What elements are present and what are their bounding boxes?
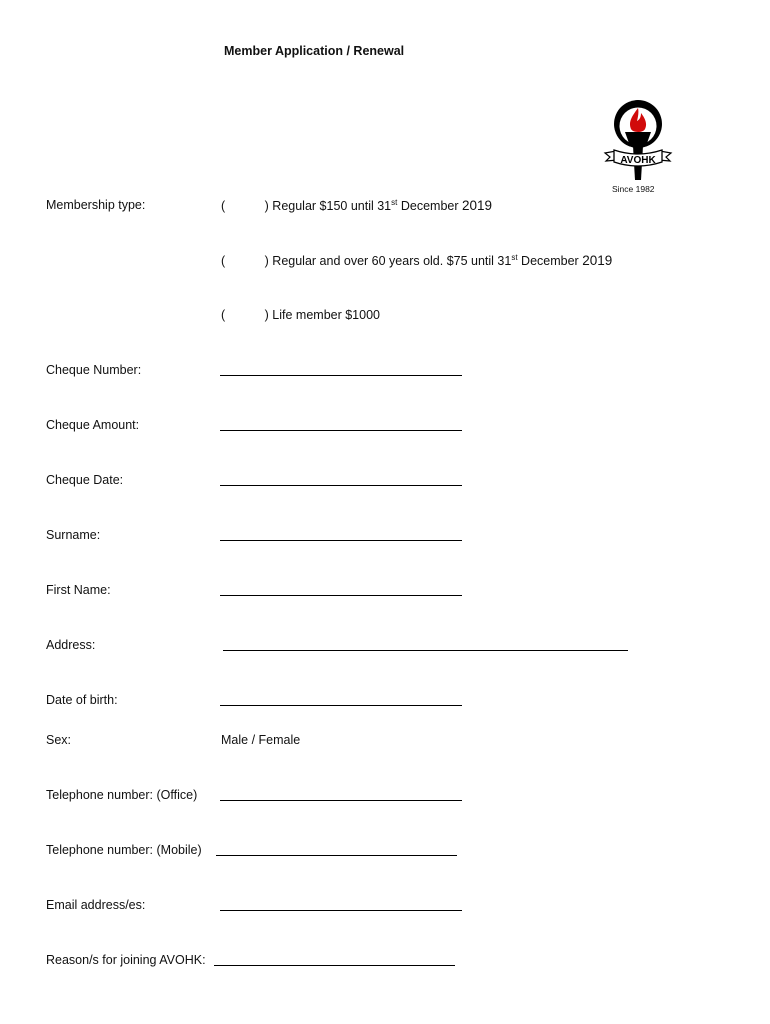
cheque-number-label: Cheque Number: [46, 363, 142, 377]
tel-mobile-field[interactable] [216, 855, 457, 856]
page-title: Member Application / Renewal [224, 44, 405, 58]
tel-office-label: Telephone number: (Office) [46, 788, 198, 802]
membership-option-life[interactable]: ( ) Life member $1000 [221, 308, 380, 322]
membership-type-label: Membership type: [46, 198, 146, 212]
surname-label: Surname: [46, 528, 101, 542]
first-name-label: First Name: [46, 583, 111, 597]
cheque-date-field[interactable] [220, 485, 462, 486]
cheque-amount-field[interactable] [220, 430, 462, 431]
email-label: Email address/es: [46, 898, 146, 912]
logo-text: AVOHK [620, 155, 656, 166]
dob-label: Date of birth: [46, 693, 118, 707]
membership-option-over-60[interactable]: ( ) Regular and over 60 years old. $75 until 31st December 2019 [221, 253, 613, 268]
surname-field[interactable] [220, 540, 462, 541]
reason-label: Reason/s for joining AVOHK: [46, 953, 206, 967]
address-label: Address: [46, 638, 96, 652]
address-field[interactable] [223, 650, 628, 651]
email-field[interactable] [220, 910, 462, 911]
logo-since: Since 1982 [612, 184, 655, 194]
avohk-logo [602, 98, 674, 196]
reason-field[interactable] [214, 965, 455, 966]
sex-label: Sex: [46, 733, 72, 747]
option-paren: ( [221, 308, 226, 322]
first-name-field[interactable] [220, 595, 462, 596]
option-paren: ( [221, 254, 226, 268]
cheque-number-field[interactable] [220, 375, 462, 376]
membership-option-regular[interactable]: ( ) Regular $150 until 31st December 2019 [221, 198, 493, 213]
sex-options[interactable]: Male / Female [221, 733, 301, 747]
option-paren: ( [221, 199, 226, 213]
dob-field[interactable] [220, 705, 462, 706]
tel-mobile-label: Telephone number: (Mobile) [46, 843, 202, 857]
tel-office-field[interactable] [220, 800, 462, 801]
cheque-date-label: Cheque Date: [46, 473, 124, 487]
cheque-amount-label: Cheque Amount: [46, 418, 140, 432]
